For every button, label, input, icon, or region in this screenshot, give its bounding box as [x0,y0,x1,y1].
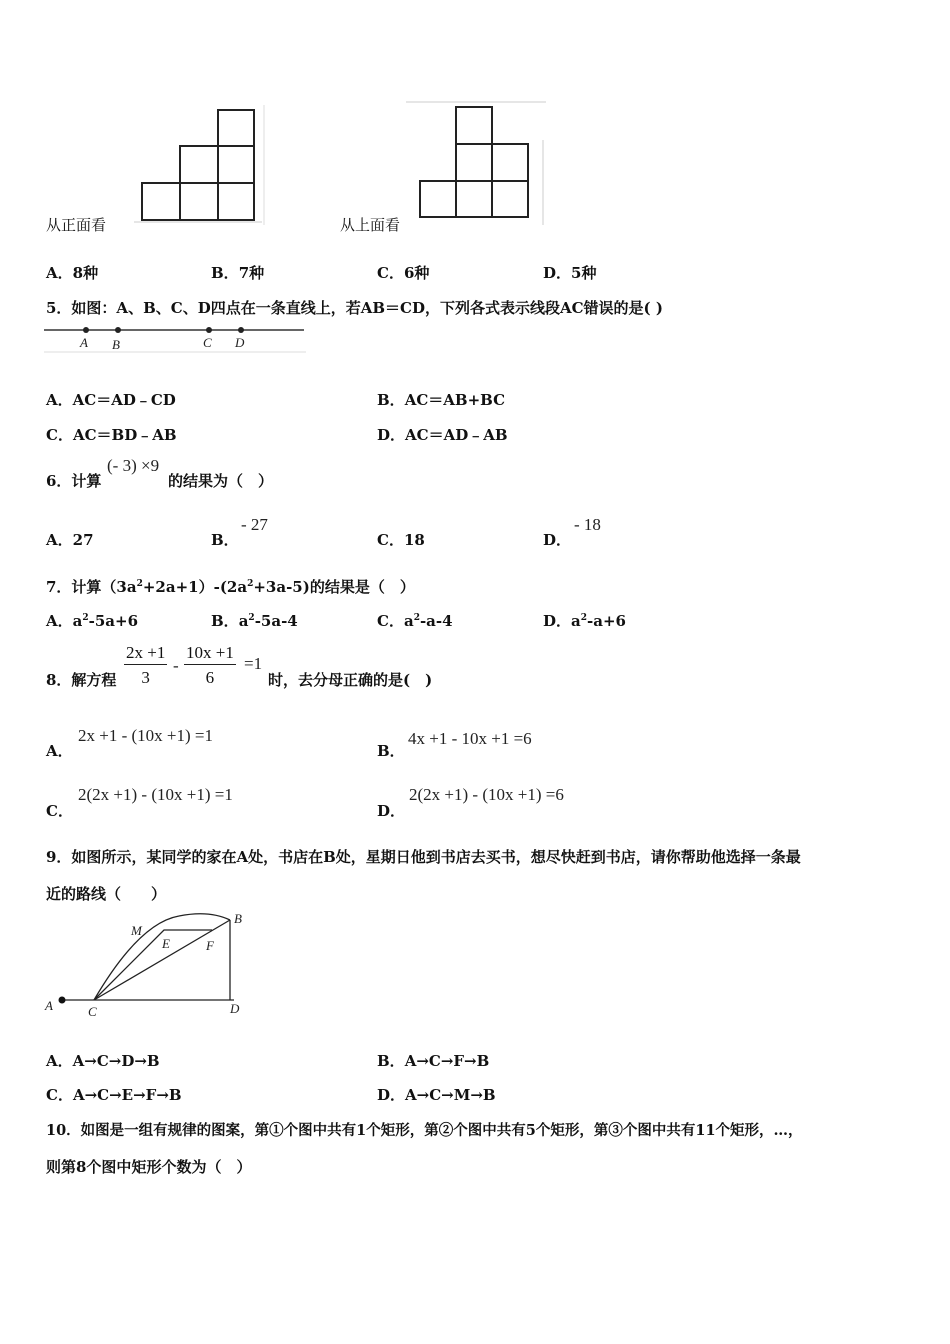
q6-option-a: A．27 [46,531,94,549]
fig-label-f: F [206,938,214,953]
q7-option-d: D．$a^2-a+6$ [543,612,626,630]
q8-option-a-value: 2x +1 - (10x +1) =1 [78,726,213,745]
q4-option-a: A．8种 [46,264,99,282]
q8-suffix: 时，去分母正确的是( ) [268,671,433,689]
point-a [83,327,89,333]
q4-option-d: D．5种 [543,264,597,282]
q5-option-a: A．AC＝AD﹣CD [46,391,176,409]
front-view-grid [120,100,270,230]
point-c [206,327,212,333]
q10-stem-line-1: 10．如图是一组有规律的图案，第①个图中共有1个矩形，第②个图中共有5个矩形，第③个图中共有11个矩形，…， [46,1122,803,1139]
point-d [238,327,244,333]
fig-label-c: C [88,1004,97,1019]
q9-option-d: D．A→C→M→B [377,1086,496,1104]
q4-option-b: B．7种 [211,264,265,282]
fig-label-d: D [230,1001,240,1016]
q9-route-figure [44,908,264,1018]
q8-option-b-label: B． [377,742,405,760]
q6-suffix: 的结果为（ ） [168,472,274,490]
q7-stem: 7．计算$(3a^2+2a+1)-(2a^2+3a-5)$的结果是（ ） [46,578,415,596]
q4-option-c: C．6种 [377,264,430,282]
fig-label-e: E [162,936,170,951]
q5-option-c: C．AC＝BD﹣AB [46,426,177,444]
q9-stem-line-1: 9．如图所示，某同学的家在A处，书店在B处，星期日他到书店去买书，想尽快赶到书店，请你帮助他选择一条最 [46,848,801,866]
q6-option-b-value: - 27 [241,515,268,534]
q9-option-a: A．A→C→D→B [46,1052,160,1070]
q9-stem-line-2: 近的路线（ ） [46,885,167,903]
q8-option-d-label: D． [377,802,406,820]
q9-option-b: B．A→C→F→B [377,1052,490,1070]
q9-option-c: C．A→C→E→F→B [46,1086,182,1104]
label-a: A [80,335,88,350]
q6-prefix: 6．计算 [46,472,102,490]
q7-option-b: B．$a^2-5a-4$ [211,612,298,630]
label-c: C [203,335,212,350]
q6-option-d-label: D． [543,531,572,549]
top-view-grid [406,100,556,230]
fig-label-b: B [234,911,242,926]
label-b: B [112,337,120,352]
q8-minus: - [173,656,179,675]
q7-option-c: C．$a^2-a-4$ [377,612,453,630]
q8-prefix: 8．解方程 [46,671,117,689]
q5-line-figure [44,322,306,354]
q8-option-c-label: C． [46,802,73,820]
q8-equals: =1 [244,654,263,673]
q5-stem: 5．如图：A、B、C、D四点在一条直线上，若AB＝CD，下列各式表示线段AC错误的是( ) [46,299,663,317]
q6-option-c: C．18 [377,531,425,549]
point-b [115,327,121,333]
q8-fraction-2: $\frac{10x +1}{6}$ [186,643,234,687]
q10-stem-line-2: 则第8个图中矩形个数为（ ） [46,1158,252,1176]
q6-expression: (- 3) ×9 [107,456,160,475]
q5-option-d: D．AC＝AD﹣AB [377,426,508,444]
q8-option-a-label: A． [46,742,73,760]
q8-option-b-value: 4x +1 - 10x +1 =6 [408,729,532,748]
q7-option-a: A．$a^2-5a+6$ [46,612,139,630]
q8-option-c-value: 2(2x +1) - (10x +1) =1 [78,785,233,804]
q5-option-b: B．AC＝AB+BC [377,391,506,409]
front-view-caption: 从正面看 [46,216,107,234]
fig-label-a: A [45,998,53,1013]
top-view-caption: 从上面看 [340,216,401,234]
q8-fraction-1: $\frac{2x +1}{3}$ [126,643,166,687]
label-d: D [235,335,245,350]
q8-option-d-value: 2(2x +1) - (10x +1) =6 [409,785,564,804]
q6-option-b-label: B． [211,531,239,549]
q6-option-d-value: - 18 [574,515,601,534]
fig-label-m: M [131,923,142,938]
